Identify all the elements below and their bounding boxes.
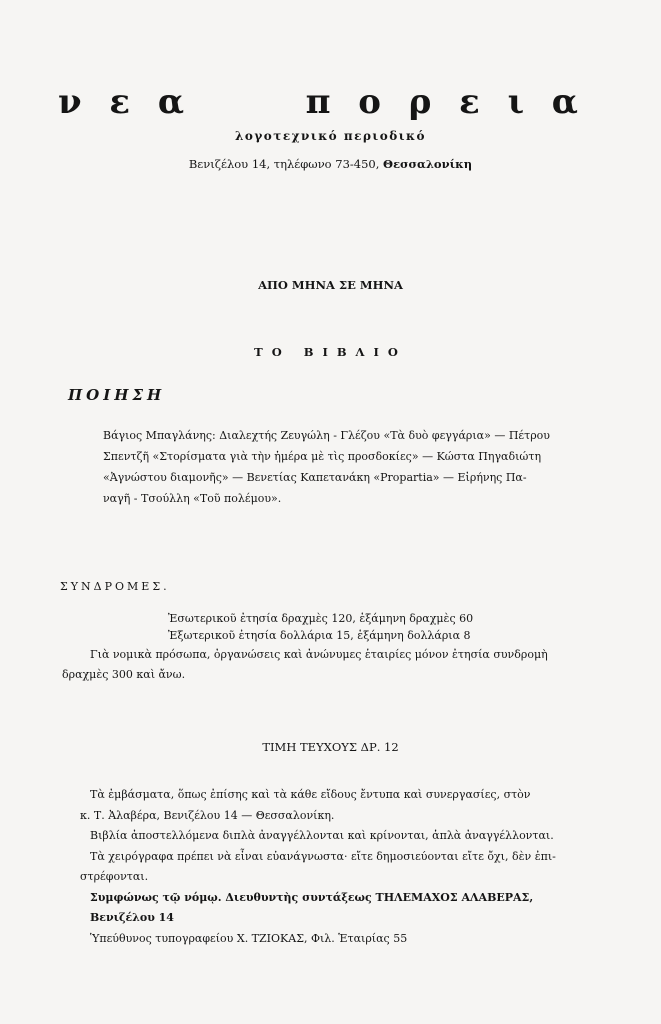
address-city: Θεσσαλονίκη [383,157,473,171]
masthead-letter: ν [58,82,82,122]
subscription-legal-entities [62,645,580,685]
masthead-letter: ε [109,82,131,122]
subscription-domestic: Ἐσωτερικοῦ ἐτησία δραχμὲς 120, ἑξάμηνη δραχμὲς 60 [168,612,474,625]
note-line: Τὰ χειρόγραφα πρέπει νὰ εἶναι εὐανάγνωστα· εἴτε δημοσιεύονται εἴτε ὄχι, δὲν ἐπι- [90,849,556,863]
poetry-line: Σπεντζῆ «Στορίσματα γιὰ τὴν ἡμέρα μὲ τὶς προσδοκίες» — Κώστα Πηγαδιώτη [103,450,542,463]
poetry-line: «Ἀγνώστου διαμονῆς» — Βενετίας Καπετανάκη «Propartia» — Εἰρήνης Πα- [103,471,527,484]
magazine-address [0,157,661,171]
legal-line: δραχμὲς 300 καὶ ἄνω. [62,668,186,681]
imprint-line: Ὑπεύθυνος τυπογραφείου Χ. ΤΖΙΟΚΑΣ, Φιλ. Ἑταιρίας 55 [90,931,408,945]
poetry-line: ναγῆ - Τσούλλη «Τοῦ πολέμου». [103,492,282,505]
legal-line: Γιὰ νομικὰ πρόσωπα, ὀργανώσεις καὶ ἀνώνυμες ἑταιρίες μόνον ἐτησία συνδρομὴ [90,648,548,661]
poetry-reviews [103,425,583,509]
note-line: Βιβλία ἀποστελλόμενα διπλὰ ἀναγγέλλονται καὶ κρίνονται, ἁπλὰ ἀναγγέλλονται. [90,829,554,842]
magazine-subtitle: λογοτεχνικό περιοδικό [234,129,427,143]
masthead-letter: ε [459,82,480,122]
imprint-line: Συμφώνως τῷ νόμῳ. Διευθυντὴς συντάξεως ΤΗΛΕΜΑΧΟΣ ΑΛΑΒΕΡΑΣ, Βενιζέλου 14 [90,890,534,924]
poetry-heading: ΠΟΙΗΣΗ [68,386,166,404]
editorial-notes [80,785,582,949]
masthead-letter: α [157,82,184,122]
masthead-letter: ι [507,82,525,122]
poetry-line: Βάγιος Μπαγλάνης: Διαλεχτής Ζευγώλη - Γλέζου «Τὰ δυὸ φεγγάρια» — Πέτρου [103,429,550,442]
toc-title: ΤΟ ΒΙΒΛΙΟ [254,345,407,359]
address-text: Βενιζέλου 14, τηλέφωνο 73-450, [188,157,384,171]
masthead-letter: α [551,82,578,122]
masthead-title [58,84,578,120]
section-heading: ΑΠΟ ΜΗΝΑ ΣΕ ΜΗΝΑ [258,278,403,292]
subscriptions-heading: ΣΥΝΔΡΟΜΕΣ. [60,580,170,593]
masthead-letter: ο [358,82,381,122]
note-line: Τὰ ἐμβάσματα, ὅπως ἐπίσης καὶ τὰ κάθε εἴδους ἔντυπα καὶ συνεργασίες, στὸν [90,788,531,801]
note-line: στρέφονται. [80,870,149,883]
issue-price: ΤΙΜΗ ΤΕΥΧΟΥΣ ΔΡ. 12 [262,740,399,754]
note-line: κ. Τ. Ἀλαβέρα, Βενιζέλου 14 — Θεσσαλονίκη. [80,808,335,822]
masthead-letter: ρ [408,82,432,122]
subscription-foreign: Ἐξωτερικοῦ ἐτησία δολλάρια 15, ἑξάμηνη δολλάρια 8 [168,629,471,642]
masthead-letter: π [305,82,331,122]
